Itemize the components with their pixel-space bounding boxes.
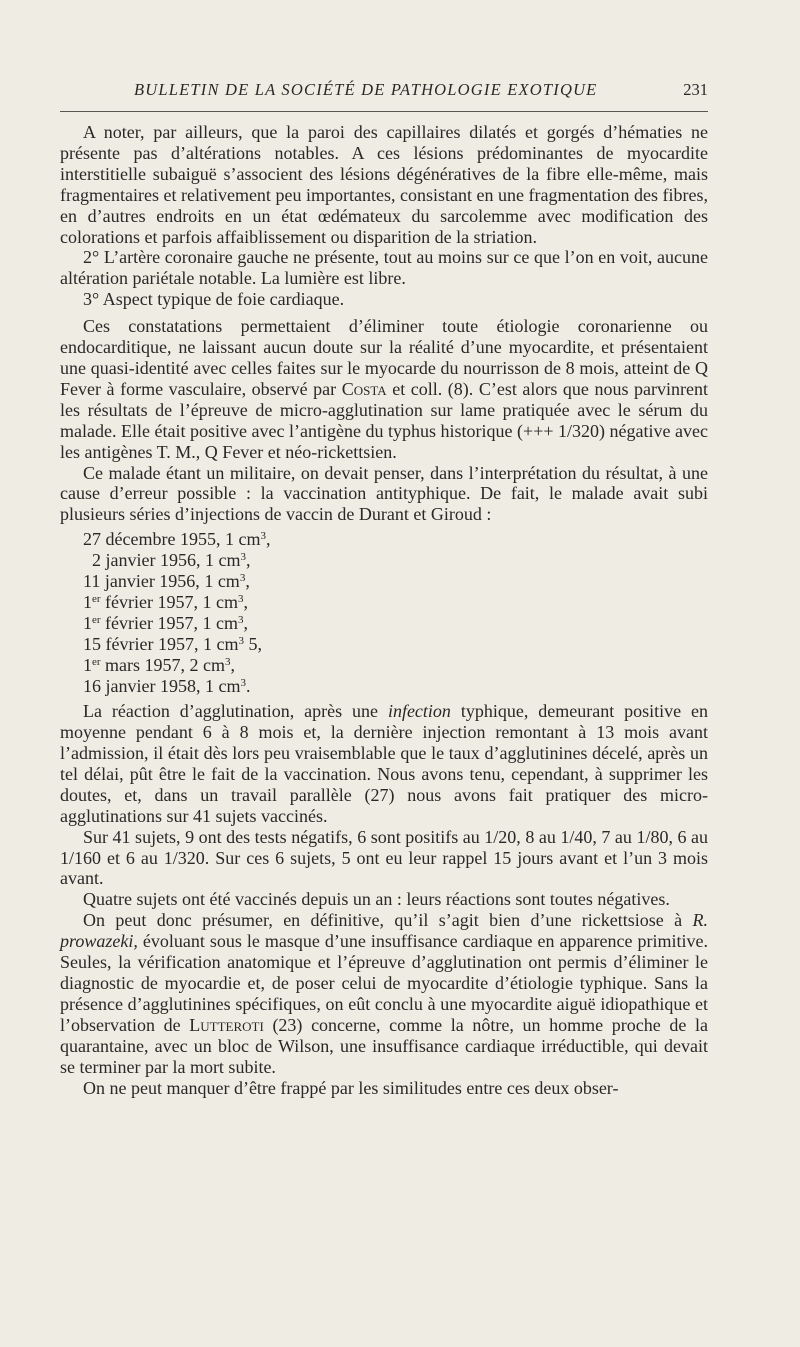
list-item: 1er février 1957, 1 $cm^3$, xyxy=(83,613,249,634)
paragraph: Ce malade étant un militaire, on devait penser, dans l’interprétation du résultat, à une cause d’erreur possible : la vaccination antityphique. De fait, le malade avait subi plusieurs séries d’injections de vaccin de Durant et Giroud : xyxy=(60,462,708,525)
list-item: 15 février 1957, 1 $cm^3$ 5, xyxy=(83,634,262,655)
text-run: On peut donc présumer, en définitive, qu’il s’agit bien d’une rickettsiose à xyxy=(83,910,683,931)
list-item: 27 décembre 1955, 1 $cm^3$, xyxy=(83,529,271,550)
author-name: Costa xyxy=(341,378,387,399)
paragraph: Quatre sujets ont été vaccinés depuis un an : leurs réactions sont toutes négatives. xyxy=(83,889,670,910)
paragraph: Sur 41 sujets, 9 ont des tests négatifs, 6 sont positifs au 1/20, 8 au 1/40, 7 au 1/80, 6 au 1/160 et 6 au 1/320. Sur ces 6 sujets, 5 ont eu leur rappel 15 jours avant et l’un 3 mois avant. xyxy=(60,826,708,889)
list-item: 2 janvier 1956, 1 $cm^3$, xyxy=(92,550,251,571)
paragraph: On ne peut manquer d’être frappé par les similitudes entre ces deux obser- xyxy=(83,1077,619,1098)
paragraph: 2° L’artère coronaire gauche ne présente, tout au moins sur ce que l’on en voit, aucune altération pariétale notable. La lumière est libre. xyxy=(60,247,708,289)
text-run: (23) concerne, comme la nôtre, un homme proche de la quarantaine, avec un bloc de Wilson, une insuffisance cardiaque irréductible, qui devait se terminer par la mort subite. xyxy=(60,1014,709,1077)
running-header xyxy=(60,80,708,104)
page-number: 231 xyxy=(683,80,708,99)
header-rule xyxy=(60,111,708,112)
list-item: 1er mars 1957, 2 $cm^3$, xyxy=(83,655,236,676)
text-run: La réaction d’agglutination, après une xyxy=(83,701,379,722)
emphasis: R. prowazeki, xyxy=(60,910,709,952)
paragraph: A noter, par ailleurs, que la paroi des capillaires dilatés et gorgés d’hématies ne présente pas d’altérations notables. A ces lésions prédominantes de myocardite interstitielle subaiguë s’associent des lésions dégénératives de la fibre elle-même, mais fragmentaires et relativement peu importantes, consistant en une fragmentation des fibres, en d’autres endroits en un état œdémateux du sarcolemme avec modification des colorations et parfois affaiblissement ou disparition de la striation. xyxy=(60,122,708,247)
list-item: 16 janvier 1958, 1 $cm^3$. xyxy=(83,676,251,697)
paragraph: 3° Aspect typique de foie cardiaque. xyxy=(83,289,345,310)
article-body xyxy=(60,122,708,1098)
paragraph xyxy=(60,316,708,462)
emphasis: infection xyxy=(387,701,451,722)
list-item: 11 janvier 1956, 1 $cm^3$, xyxy=(83,571,250,592)
text-run: et coll. (8). C’est alors que nous parvinrent les résultats de l’épreuve de micro-agglutination sur lame pratiquée avec le sérum du malade. Elle était positive avec l’antigène du typhus historique (+++ 1/320) négative avec les antigènes T. M., Q Fever et néo-rickettsien. xyxy=(60,378,709,462)
text-run: évoluant sous le masque d’une insuffisance cardiaque en apparence primitive. Seules, la vérification anatomique et l’épreuve d’agglutination ont permis d’éliminer le diagnostic de myocardie et, de poser celui de myocardite d’étiologie typhique. Sans la présence d’agglutinines spécifiques, on eût conclu à une myocardite aiguë idiopathique et l’observation de xyxy=(60,931,709,1035)
text-run: typhique, demeurant positive en moyenne pendant 6 à 8 mois et, la dernière injection remontant à 13 mois avant l’admission, il était dès lors peu vraisemblable que le taux d’agglutinines décelé, après un tel délai, pût être le fait de la vaccination. Nous avons tenu, cependant, à supprimer les doutes, et, dans un travail parallèle (27) nous avons fait pratiquer des micro-agglutinations sur 41 sujets vaccinés. xyxy=(60,701,708,826)
injection-date-list xyxy=(83,529,708,697)
list-item: 1er février 1957, 1 $cm^3$, xyxy=(83,592,249,613)
paragraph xyxy=(60,701,708,826)
journal-title: BULLETIN DE LA SOCIÉTÉ DE PATHOLOGIE EXOTIQUE xyxy=(134,80,598,99)
paragraph xyxy=(60,910,708,1077)
author-name: Lutteroti xyxy=(189,1014,264,1035)
text-run: Ces constatations permettaient d’éliminer toute étiologie coronarienne ou endocarditique, ne laissant aucun doute sur la réalité d’une myocardite, et présentaient une quasi-identité avec celles faites sur le myocarde du nourrisson de 8 mois, atteint de Q Fever à forme vasculaire, observé par xyxy=(60,316,708,399)
